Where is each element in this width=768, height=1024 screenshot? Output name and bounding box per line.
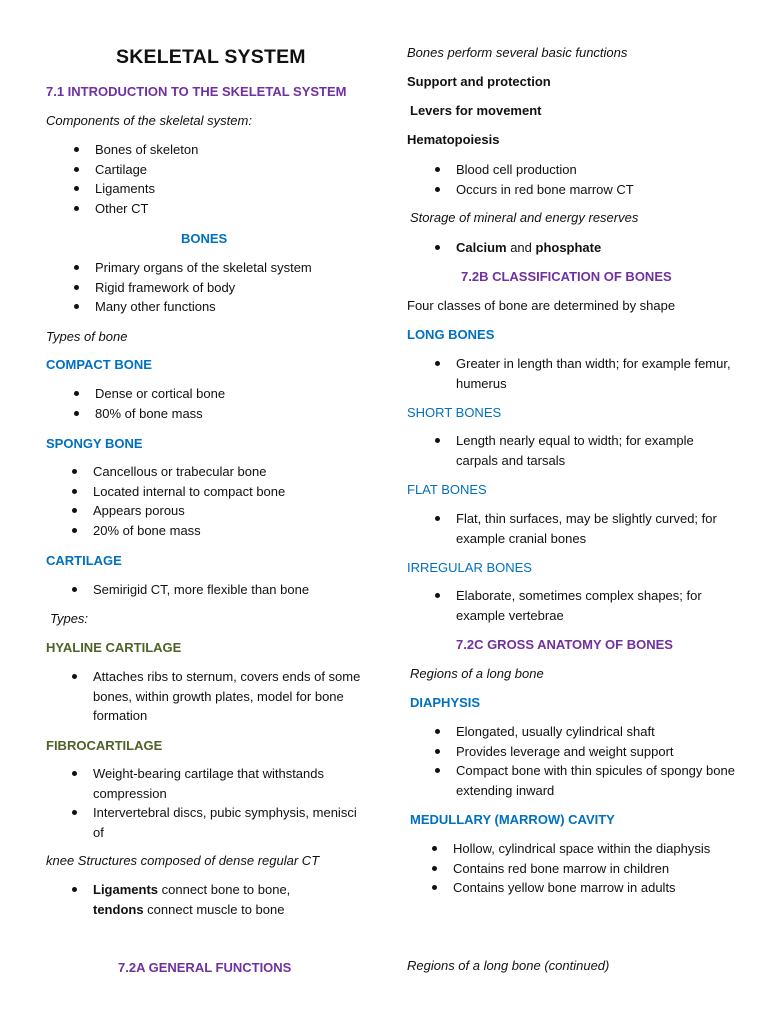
list-item: Ligaments	[46, 179, 366, 199]
regions-long-bone-continued: Regions of a long bone (continued)	[407, 958, 610, 973]
components-list	[46, 140, 366, 218]
short-bones-heading: SHORT BONES	[407, 405, 502, 420]
list-item: Elongated, usually cylindrical shaft	[407, 722, 737, 742]
four-classes-text: Four classes of bone are determined by shape	[407, 298, 676, 313]
list-item: Provides leverage and weight support	[407, 742, 737, 762]
list-item: Bones of skeleton	[46, 140, 366, 160]
list-item: Occurs in red bone marrow CT	[407, 180, 737, 200]
list-item: Attaches ribs to sternum, covers ends of some bones, within growth plates, model for bone formation	[46, 667, 366, 726]
hyaline-cartilage-list	[46, 667, 366, 726]
long-bones-heading: LONG BONES	[407, 327, 495, 342]
ligaments-tendons-list	[46, 880, 366, 919]
regions-long-bone: Regions of a long bone	[410, 666, 544, 681]
long-bones-list	[407, 354, 737, 393]
tendons-text: connect muscle to bone	[143, 901, 285, 917]
fibrocartilage-list	[46, 764, 366, 842]
list-item: Hollow, cylindrical space within the diaphysis	[407, 839, 737, 859]
storage-reserves: Storage of mineral and energy reserves	[410, 210, 639, 225]
compact-bone-list	[46, 384, 366, 423]
list-item: Compact bone with thin spicules of spongy bone extending inward	[407, 761, 737, 800]
medullary-cavity-heading: MEDULLARY (MARROW) CAVITY	[410, 812, 615, 827]
section-heading-7-1: 7.1 INTRODUCTION TO THE SKELETAL SYSTEM	[46, 84, 347, 99]
list-item: Many other functions	[46, 297, 366, 317]
list-item: Length nearly equal to width; for example carpals and tarsals	[407, 431, 737, 470]
short-bones-list	[407, 431, 737, 470]
list-item: Flat, thin surfaces, may be slightly curved; for example cranial bones	[407, 509, 737, 548]
list-item: Blood cell production	[407, 160, 737, 180]
list-item: Cancellous or trabecular bone	[46, 462, 366, 482]
and-text: and	[506, 240, 536, 255]
section-heading-7-2c: 7.2C GROSS ANATOMY OF BONES	[456, 637, 673, 652]
flat-bones-list	[407, 509, 737, 548]
list-item: Semirigid CT, more flexible than bone	[46, 580, 366, 600]
irregular-bones-heading: IRREGULAR BONES	[407, 560, 532, 575]
section-heading-7-2b: 7.2B CLASSIFICATION OF BONES	[461, 269, 672, 284]
list-item: Rigid framework of body	[46, 278, 366, 298]
bones-list	[46, 258, 366, 317]
ligaments-term: Ligaments	[93, 882, 159, 897]
list-item: Elaborate, sometimes complex shapes; for example vertebrae	[407, 586, 737, 625]
diaphysis-heading: DIAPHYSIS	[410, 695, 481, 710]
calcium-term: Calcium	[456, 240, 507, 255]
list-item: 20% of bone mass	[46, 521, 366, 541]
hematopoiesis-list	[407, 160, 737, 199]
list-item: Primary organs of the skeletal system	[46, 258, 366, 278]
hematopoiesis: Hematopoiesis	[407, 132, 500, 147]
section-heading-7-2a: 7.2A GENERAL FUNCTIONS	[118, 960, 292, 975]
medullary-cavity-list	[407, 839, 737, 898]
list-item: Contains yellow bone marrow in adults	[407, 878, 737, 898]
levers-movement: Levers for movement	[410, 103, 542, 118]
list-item	[46, 880, 366, 919]
components-intro: Components of the skeletal system:	[46, 113, 252, 128]
list-item: Dense or cortical bone	[46, 384, 366, 404]
list-item: Located internal to compact bone	[46, 482, 366, 502]
phosphate-term: phosphate	[535, 240, 602, 255]
compact-bone-heading: COMPACT BONE	[46, 357, 152, 372]
list-item: Intervertebral discs, pubic symphysis, menisci of	[46, 803, 366, 842]
minerals-list	[407, 238, 737, 258]
list-item: Other CT	[46, 199, 366, 219]
fibrocartilage-heading: FIBROCARTILAGE	[46, 738, 163, 753]
ligaments-text: connect bone to bone,	[158, 882, 291, 897]
diaphysis-list	[407, 722, 737, 800]
spongy-bone-list	[46, 462, 366, 540]
hyaline-cartilage-heading: HYALINE CARTILAGE	[46, 640, 182, 655]
spongy-bone-heading: SPONGY BONE	[46, 436, 143, 451]
tendons-term: tendons	[93, 901, 144, 917]
functions-intro: Bones perform several basic functions	[407, 45, 628, 60]
types-of-bone-label: Types of bone	[46, 329, 128, 344]
list-item: Weight-bearing cartilage that withstands compression	[46, 764, 366, 803]
list-item: 80% of bone mass	[46, 404, 366, 424]
types-label: Types:	[50, 611, 89, 626]
list-item: Contains red bone marrow in children	[407, 859, 737, 879]
list-item: Cartilage	[46, 160, 366, 180]
bones-heading: BONES	[181, 231, 228, 246]
irregular-bones-list	[407, 586, 737, 625]
list-item	[407, 238, 737, 258]
page-title: SKELETAL SYSTEM	[116, 46, 306, 68]
list-item: Appears porous	[46, 501, 366, 521]
cartilage-list	[46, 580, 366, 600]
knee-structures-line: knee Structures composed of dense regular CT	[46, 853, 320, 868]
list-item: Greater in length than width; for example femur, humerus	[407, 354, 737, 393]
support-protection: Support and protection	[407, 74, 551, 89]
cartilage-heading: CARTILAGE	[46, 553, 122, 568]
flat-bones-heading: FLAT BONES	[407, 482, 487, 497]
